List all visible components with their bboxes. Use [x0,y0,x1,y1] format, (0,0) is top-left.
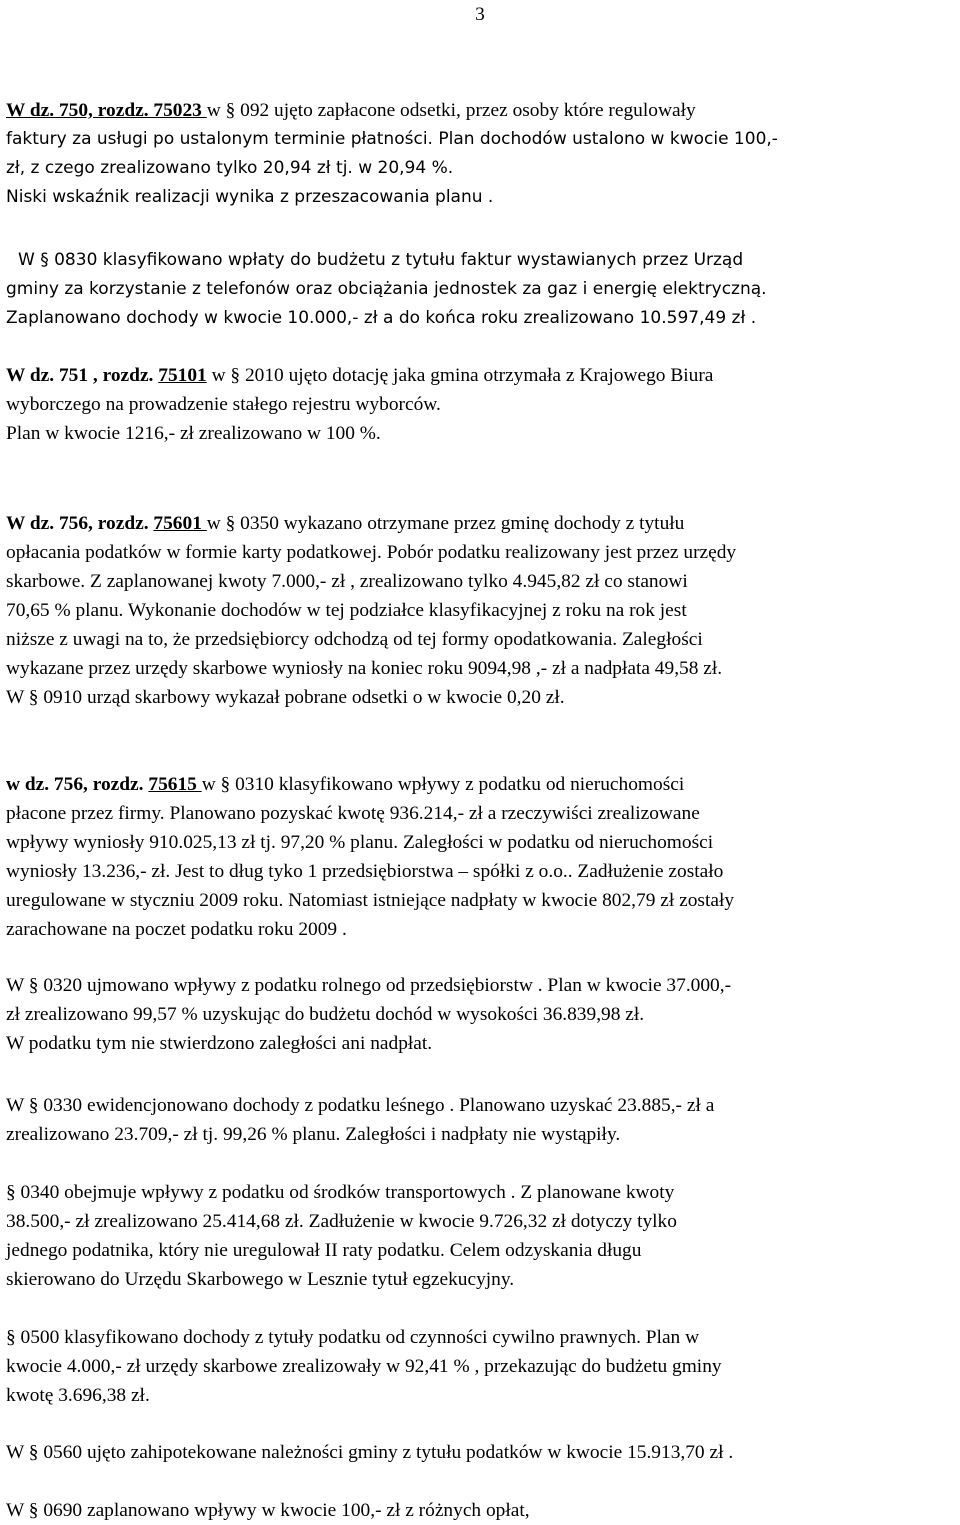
paragraph-0320-line-1: W § 0320 ujmowano wpływy z podatku rolnego od przedsiębiorstw . Plan w kwocie 37.000,- [6,975,732,996]
paragraph-0830-line-2: gminy za korzystanie z telefonów oraz obciążania jednostek za gaz i energię elektryczną. [6,279,767,299]
section-750-line-1: W dz. 750, rozdz. 75023 w § 092 ujęto zapłacone odsetki, przez osoby które regulowały [6,100,696,121]
section-75615-line-4: wyniosły 13.236,- zł. Jest to dług tyko 1 przedsiębiorstwa – spółki z o.o.. Zadłużenie zostało [6,861,724,882]
section-75601-line-2: opłacania podatków w formie karty podatkowej. Pobór podatku realizowany jest przez urzędy [6,542,737,563]
paragraph-0340-line-4: skierowano do Urzędu Skarbowego w Lesznie tytuł egzekucyjny. [6,1269,515,1290]
paragraph-0500-line-3: kwotę 3.696,38 zł. [6,1385,150,1406]
section-75601-line-3: skarbowe. Z zaplanowanej kwoty 7.000,- zł , zrealizowano tylko 4.945,82 zł co stanowi [6,571,688,592]
section-75601-line-6: wykazane przez urzędy skarbowe wyniosły na koniec roku 9094,98 ,- zł a nadpłata 49,58 zł. [6,658,723,679]
section-751-heading: W dz. 751 , rozdz. [6,365,159,386]
paragraph-0330 [6,1091,956,1149]
section-750-line-2: faktury za usługi po ustalonym terminie płatności. Plan dochodów ustalono w kwocie 100,- [6,129,778,149]
section-756-75615 [6,770,956,944]
section-75615-rozdzial: 75615 [148,774,202,795]
section-75615-line-5: uregulowane w styczniu 2009 roku. Natomiast istniejące nadpłaty w kwocie 802,79 zł zostały [6,890,735,911]
paragraph-0830 [6,246,960,333]
paragraph-0560 [6,1438,956,1467]
paragraph-0690 [6,1496,956,1525]
page-number: 3 [475,4,485,25]
section-750 [6,96,956,212]
section-750-line-4: Niski wskaźnik realizacji wynika z przeszacowania planu . [6,187,494,207]
paragraph-0690-line-1: W § 0690 zaplanowano wpływy w kwocie 100,- zł z różnych opłat, [6,1500,530,1521]
paragraph-0830-line-3: Zaplanowano dochody w kwocie 10.000,- zł a do końca roku zrealizowano 10.597,49 zł . [6,308,757,328]
section-751-rozdzial: 75101 [158,365,207,386]
section-75615-line-1: w dz. 756, rozdz. 75615 w § 0310 klasyfikowano wpływy z podatku od nieruchomości [6,774,685,795]
section-750-line-3: zł, z czego zrealizowano tylko 20,94 zł tj. w 20,94 %. [6,158,454,178]
section-751-line-1: W dz. 751 , rozdz. 75101 w § 2010 ujęto dotację jaka gmina otrzymała z Krajowego Biura [6,365,714,386]
section-75601-line-5: niższe z uwagi na to, że przedsiębiorcy odchodzą od tej formy opodatkowania. Zaległości [6,629,703,650]
section-750-heading: W dz. 750, rozdz. 75023 [6,100,207,121]
paragraph-0320 [6,971,956,1058]
paragraph-0330-line-2: zrealizowano 23.709,- zł tj. 99,26 % planu. Zaległości i nadpłaty nie wystąpiły. [6,1124,621,1145]
section-75601-line-1: W dz. 756, rozdz. 75601 w § 0350 wykazano otrzymane przez gminę dochody z tytułu [6,513,685,534]
section-75601-heading: W dz. 756, rozdz. [6,513,154,534]
paragraph-0340-line-1: § 0340 obejmuje wpływy z podatku od środków transportowych . Z planowane kwoty [6,1182,675,1203]
paragraph-0340 [6,1178,956,1294]
paragraph-0330-line-1: W § 0330 ewidencjonowano dochody z podatku leśnego . Planowano uzyskać 23.885,- zł a [6,1095,715,1116]
section-75615-line-2: płacone przez firmy. Planowano pozyskać kwotę 936.214,- zł a rzeczywiści zrealizowane [6,803,700,824]
section-756-75601 [6,509,956,712]
paragraph-0340-line-3: jednego podatnika, który nie uregulował II raty podatku. Celem odzyskania długu [6,1240,642,1261]
section-751 [6,361,956,448]
section-75615-line-3: wpływy wyniosły 910.025,13 zł tj. 97,20 % planu. Zaległości w podatku od nieruchomości [6,832,714,853]
section-75615-line-6: zarachowane na poczet podatku roku 2009 . [6,919,347,940]
section-75601-line-7: W § 0910 urząd skarbowy wykazał pobrane odsetki o w kwocie 0,20 zł. [6,687,565,708]
paragraph-0500-line-1: § 0500 klasyfikowano dochody z tytuły podatku od czynności cywilno prawnych. Plan w [6,1327,700,1348]
paragraph-0830-line-1: W § 0830 klasyfikowano wpłaty do budżetu z tytułu faktur wystawianych przez Urząd [18,250,744,270]
section-751-line-2: wyborczego na prowadzenie stałego rejestru wyborców. [6,394,441,415]
paragraph-0560-line-1: W § 0560 ujęto zahipotekowane należności gminy z tytułu podatków w kwocie 15.913,70 zł . [6,1442,734,1463]
section-75615-heading: w dz. 756, rozdz. [6,774,149,795]
section-75601-line-4: 70,65 % planu. Wykonanie dochodów w tej podziałce klasyfikacyjnej z roku na rok jest [6,600,687,621]
paragraph-0500 [6,1323,956,1410]
paragraph-0340-line-2: 38.500,- zł zrealizowano 25.414,68 zł. Zadłużenie w kwocie 9.726,32 zł dotyczy tylko [6,1211,677,1232]
section-75601-rozdzial: 75601 [153,513,207,534]
paragraph-0500-line-2: kwocie 4.000,- zł urzędy skarbowe zrealizowały w 92,41 % , przekazując do budżetu gminy [6,1356,722,1377]
paragraph-0320-line-2: zł zrealizowano 99,57 % uzyskując do budżetu dochód w wysokości 36.839,98 zł. [6,1004,645,1025]
paragraph-0320-line-3: W podatku tym nie stwierdzono zaległości ani nadpłat. [6,1033,433,1054]
section-751-line-3: Plan w kwocie 1216,- zł zrealizowano w 100 %. [6,423,381,444]
